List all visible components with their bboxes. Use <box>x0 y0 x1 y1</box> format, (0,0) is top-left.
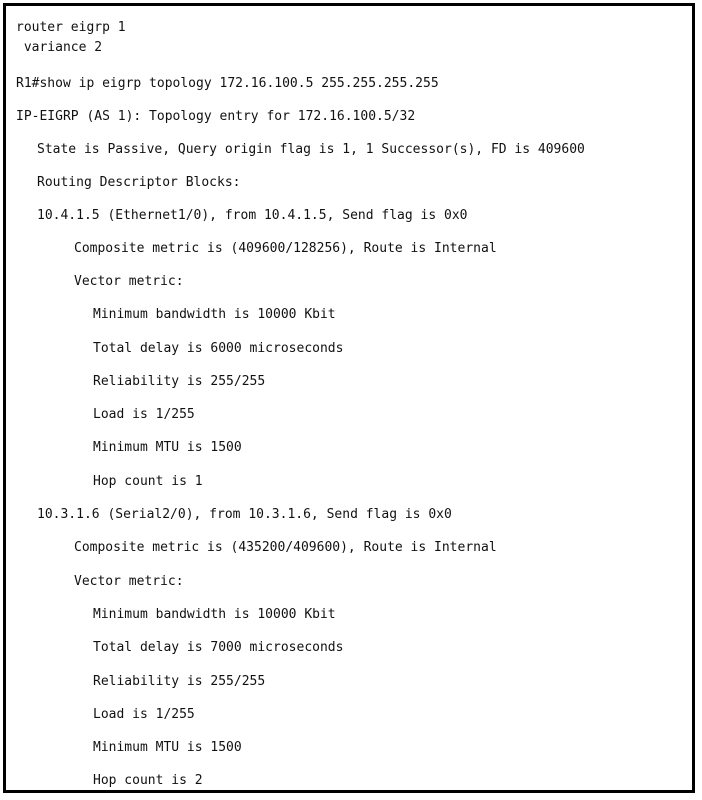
config-line-router: router eigrp 1 <box>16 20 126 35</box>
route-1-vector-label: Vector metric: <box>74 274 184 289</box>
route-1-delay: Total delay is 6000 microseconds <box>93 341 344 356</box>
route-1-bandwidth: Minimum bandwidth is 10000 Kbit <box>93 307 336 322</box>
route-1-mtu: Minimum MTU is 1500 <box>93 440 242 455</box>
config-line-variance: variance 2 <box>16 40 103 55</box>
state-line: State is Passive, Query origin flag is 1, 1 Successor(s), FD is 409600 <box>37 142 585 157</box>
route-2-composite: Composite metric is (435200/409600), Route is Internal <box>74 540 497 555</box>
topology-header: IP-EIGRP (AS 1): Topology entry for 172.16.100.5/32 <box>16 109 416 124</box>
terminal-output <box>16 16 688 786</box>
route-2-reliability: Reliability is 255/255 <box>93 674 266 689</box>
route-2-vector-label: Vector metric: <box>74 574 184 589</box>
route-1-header: 10.4.1.5 (Ethernet1/0), from 10.4.1.5, Send flag is 0x0 <box>37 208 468 223</box>
terminal-frame <box>3 3 695 793</box>
route-2-bandwidth: Minimum bandwidth is 10000 Kbit <box>93 607 336 622</box>
show-command: R1#show ip eigrp topology 172.16.100.5 255.255.255.255 <box>16 76 439 91</box>
route-1-reliability: Reliability is 255/255 <box>93 374 266 389</box>
route-2-hops: Hop count is 2 <box>93 773 203 788</box>
route-1-hops: Hop count is 1 <box>93 474 203 489</box>
route-1-composite: Composite metric is (409600/128256), Route is Internal <box>74 241 497 256</box>
route-1-load: Load is 1/255 <box>93 407 195 422</box>
route-2-load: Load is 1/255 <box>93 707 195 722</box>
route-2-mtu: Minimum MTU is 1500 <box>93 740 242 755</box>
route-2-delay: Total delay is 7000 microseconds <box>93 640 344 655</box>
route-2-header: 10.3.1.6 (Serial2/0), from 10.3.1.6, Send flag is 0x0 <box>37 507 452 522</box>
rdb-label: Routing Descriptor Blocks: <box>37 175 241 190</box>
